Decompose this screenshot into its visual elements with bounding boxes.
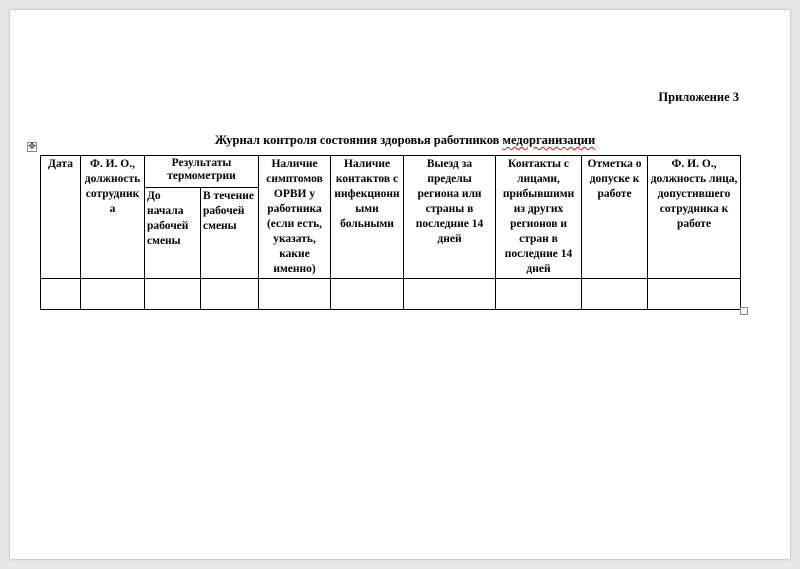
cell-travel[interactable] [404,279,496,310]
title-misspelled-word[interactable]: медорганизации [502,133,596,147]
table-move-handle-icon[interactable]: ✥ [28,142,36,152]
header-date[interactable]: Дата [41,156,81,279]
document-title [40,133,770,148]
cell-during-shift[interactable] [201,279,259,310]
header-thermometry[interactable]: Результаты термометрии [145,156,259,188]
header-infectious-contacts[interactable]: Наличие контактов с инфекционными больными [331,156,404,279]
header-before-shift[interactable]: До начала рабочей смены [145,188,201,279]
table-header-row-1 [41,156,741,188]
header-during-shift[interactable]: В течение рабочей смены [201,188,259,279]
header-arrived-contacts[interactable]: Контакты с лицами, прибывшими из других регионов и стран в последние 14 дней [496,156,582,279]
appendix-label: Приложение 3 [658,90,739,104]
title-text: Журнал контроля состояния здоровья работников [214,133,503,147]
header-travel[interactable]: Выезд за пределы региона или страны в последние 14 дней [404,156,496,279]
document-page [10,10,790,559]
header-fio-position[interactable]: Ф. И. О., должность сотрудника [81,156,145,279]
cell-before-shift[interactable] [145,279,201,310]
table-resize-handle[interactable] [740,307,748,315]
cell-arvi-symptoms[interactable] [259,279,331,310]
cell-date[interactable] [41,279,81,310]
cell-fio-position[interactable] [81,279,145,310]
header-arvi-symptoms[interactable]: Наличие симптомов ОРВИ у работника (если есть, указать, какие именно) [259,156,331,279]
header-admitting-person[interactable]: Ф. И. О., должность лица, допустившего сотрудника к работе [648,156,741,279]
cell-arrived-contacts[interactable] [496,279,582,310]
table-row [41,279,741,310]
cell-infectious-contacts[interactable] [331,279,404,310]
header-admission-mark[interactable]: Отметка о допуске к работе [582,156,648,279]
health-journal-table [40,155,741,310]
cell-admitting-person[interactable] [648,279,741,310]
cell-admission-mark[interactable] [582,279,648,310]
